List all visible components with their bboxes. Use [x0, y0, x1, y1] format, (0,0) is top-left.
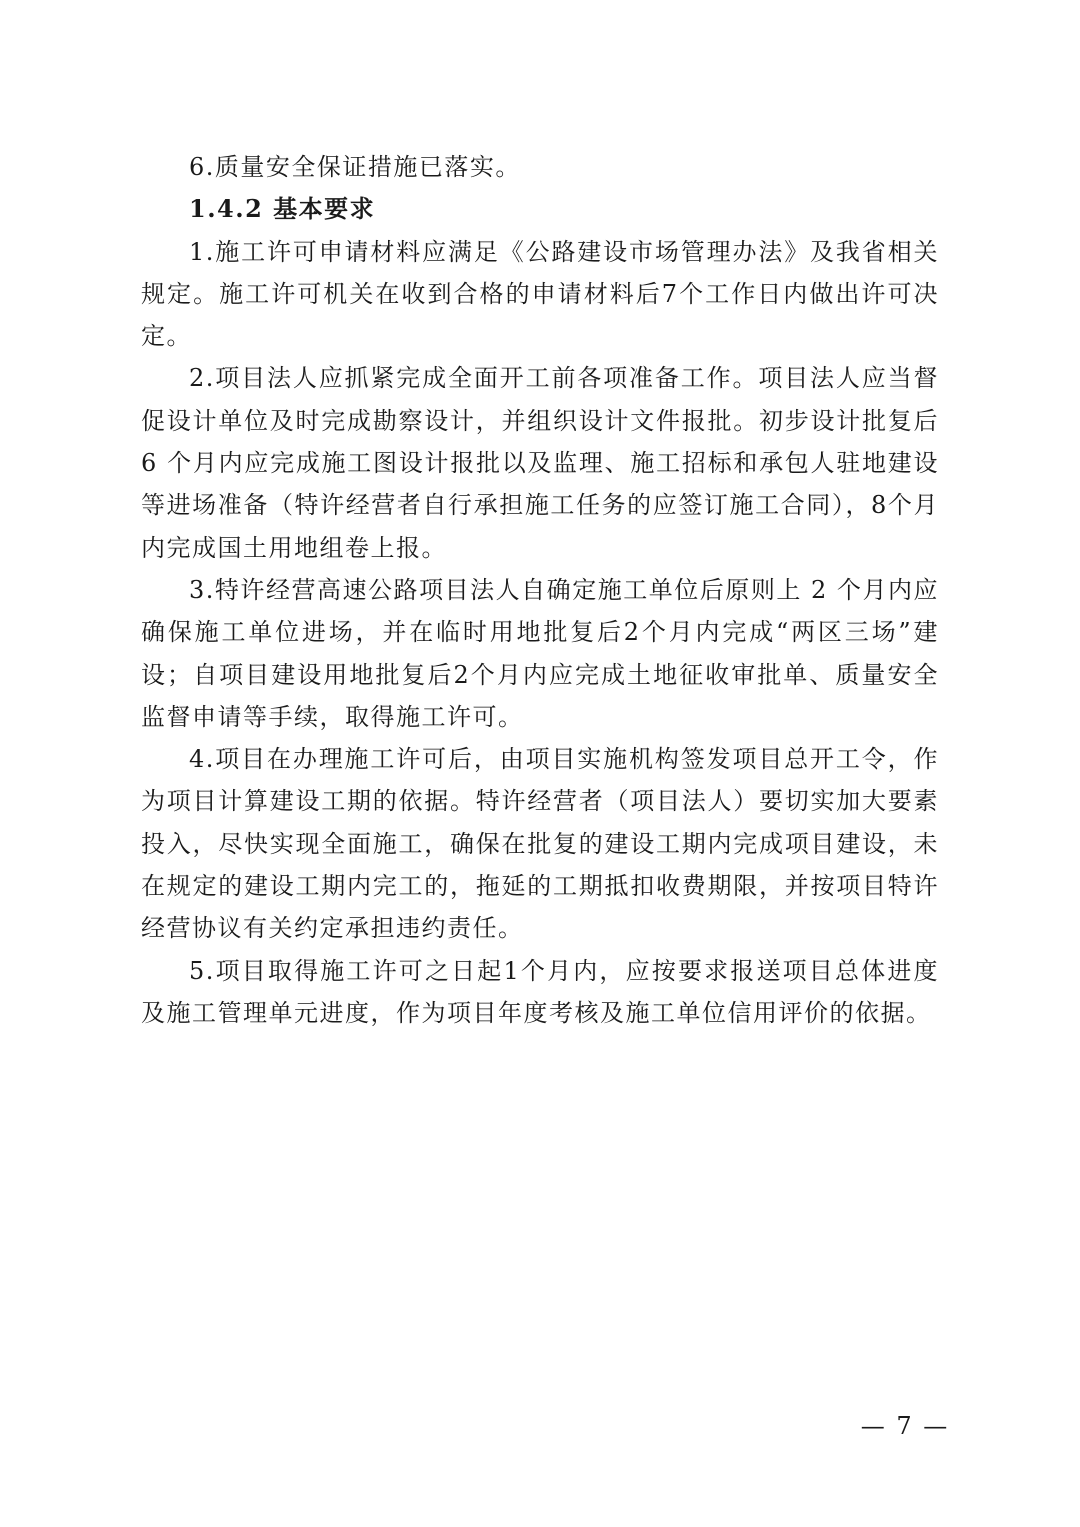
list-item-6: 6.质量安全保证措施已落实。: [189, 153, 521, 181]
requirement-paragraph-5: 5.项目取得施工许可之日起1个月内，应按要求报送项目总体进度及施工管理单元进度，作为项目年度考核及施工单位信用评价的依据。: [141, 956, 939, 1027]
document-body: [141, 146, 939, 1034]
section-heading: 1.4.2 基本要求: [189, 194, 376, 224]
requirement-paragraph-3: 3.特许经营高速公路项目法人自确定施工单位后原则上 2 个月内应确保施工单位进场，并在临时用地批复后2个月内完成“两区三场”建设；自项目建设用地批复后2个月内应完成土地征收审批单、质量安全监督申请等手续，取得施工许可。: [141, 575, 939, 731]
requirement-paragraph-4: 4.项目在办理施工许可后，由项目实施机构签发项目总开工令，作为项目计算建设工期的依据。特许经营者（项目法人）要切实加大要素投入，尽快实现全面施工，确保在批复的建设工期内完成项目建设，未在规定的建设工期内完工的，拖延的工期抵扣收费期限，并按项目特许经营协议有关约定承担违约责任。: [141, 745, 939, 943]
requirement-paragraph-1: 1.施工许可申请材料应满足《公路建设市场管理办法》及我省相关规定。施工许可机关在收到合格的申请材料后7个工作日内做出许可决定。: [141, 237, 939, 351]
page-number: — 7 —: [860, 1412, 950, 1440]
requirement-paragraph-2: 2.项目法人应抓紧完成全面开工前各项准备工作。项目法人应当督促设计单位及时完成勘察设计，并组织设计文件报批。初步设计批复后 6 个月内应完成施工图设计报批以及监理、施工招标和承包人驻地建设等进场准备（特许经营者自行承担施工任务的应签订施工合同），8个月内完成国土用地组卷上报。: [141, 364, 939, 562]
